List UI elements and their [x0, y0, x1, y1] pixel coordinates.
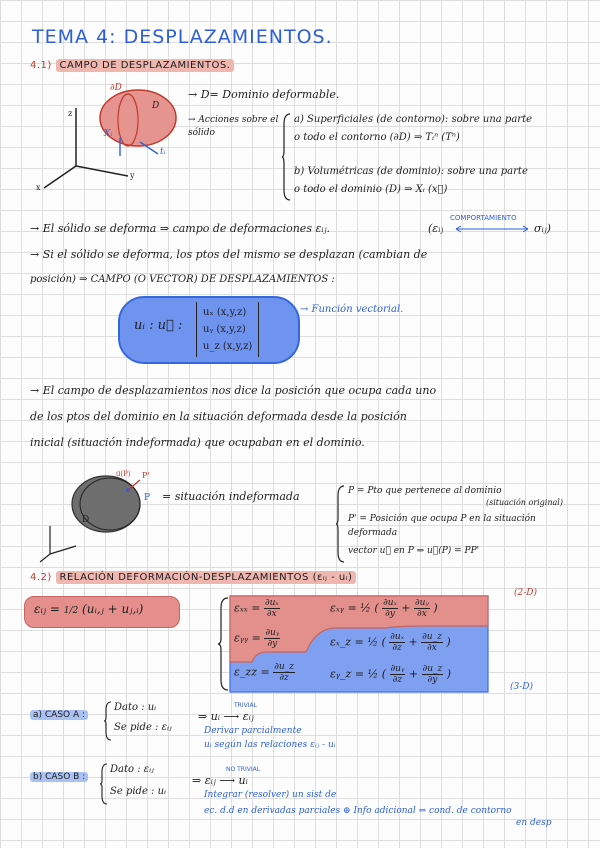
axis-h — [50, 546, 76, 554]
eyz-half: ½ ( — [367, 667, 387, 681]
case-a-pide: Se pide : εᵢⱼ — [114, 722, 172, 733]
case-b-note-3: en desp — [516, 818, 552, 828]
displacement-line-2: posición) ⇒ CAMPO (O VECTOR) DE DESPLAZAMIENTOS : — [30, 274, 335, 285]
y-axis — [76, 166, 128, 176]
paragraph-line-2: de los ptos del dominio en la situación deformada desde la posición — [30, 410, 407, 423]
actions-brace — [282, 112, 292, 202]
displacement-vector-matrix — [196, 302, 259, 357]
vector-field-lhs: uᵢ : u⃗ : — [134, 318, 183, 333]
eyy-num: ∂uᵧ — [265, 628, 280, 638]
exz-close: ) — [446, 635, 451, 649]
section-1-label: CAMPO DE DESPLAZAMIENTOS. — [56, 59, 235, 72]
exz-t2-den: ∂x — [427, 643, 437, 653]
label-D: D — [152, 101, 160, 111]
exz-label: εₓ_z = — [330, 635, 364, 649]
label-u: u⃗(P) — [116, 470, 131, 478]
case-b-label-text: b) CASO B : — [30, 772, 88, 782]
situation-p-line2: (situación original) — [486, 498, 563, 507]
section-1-heading — [30, 60, 234, 71]
exy-t1-den: ∂y — [385, 609, 395, 619]
case-a-result: ⇒ uᵢ ⟶ εᵢⱼ — [198, 710, 254, 723]
section-2-number: 4.2) — [30, 572, 52, 583]
case-b-brace — [100, 762, 108, 806]
exz-t1-den: ∂z — [392, 643, 402, 653]
situation-pp-line2: deformada — [348, 528, 398, 538]
domain-definition: → D= Dominio deformable. — [188, 88, 340, 101]
component-eyz — [330, 664, 451, 685]
component-exz — [330, 632, 451, 653]
exy-term1 — [382, 598, 398, 619]
case-a-label-text: a) CASO A : — [30, 710, 88, 720]
x-axis — [44, 166, 76, 188]
section-1-number: 4.1) — [30, 60, 52, 71]
relation-rhs: (uᵢ,ⱼ + uⱼ,ᵢ) — [82, 602, 144, 616]
exx-label: εₓₓ = — [234, 601, 261, 615]
exy-label: εₓᵧ = — [330, 601, 357, 615]
component-eyy — [234, 628, 280, 649]
displacement-line-1: → Si el sólido se deforma, los ptos del mismo se desplazan (cambian de — [30, 248, 428, 261]
exx-den: ∂x — [266, 609, 277, 619]
case-b-note-1: Integrar (resolver) un sist de — [204, 790, 337, 800]
case-b-label — [30, 772, 88, 782]
component-uz: u_z (x,y,z) — [203, 341, 253, 352]
deformation-line: → El sólido se deforma ⇒ campo de deformaciones εᵢⱼ. — [30, 222, 330, 235]
case-a-brace — [104, 700, 112, 742]
case-b-arrow-label: NO TRIVIAL — [226, 766, 261, 773]
case-b-note-2: ec. d.d en derivadas parciales ⊕ Info adicional ⇒ cond. de contorno — [204, 806, 512, 816]
situation-vector-line: vector u⃗ en P ⇒ u⃗(P) = PP' — [348, 546, 480, 556]
case-a-note-1: Derivar parcialmente — [204, 726, 302, 736]
case-a-note-2: uᵢ según las relaciones εᵢⱼ - uᵢ — [204, 740, 336, 750]
label-p: P — [144, 493, 151, 503]
label-D2: D — [82, 515, 90, 525]
component-exx — [234, 598, 280, 619]
case-a-label — [30, 710, 88, 720]
situation-brace — [336, 484, 346, 564]
ezz-num: ∂u_z — [274, 662, 294, 672]
exz-term1 — [389, 632, 405, 653]
deformation-diagram — [36, 464, 166, 564]
label-dD: ∂D — [110, 83, 122, 93]
paragraph-line-3: inicial (situación indeformada) que ocupaban en el dominio. — [30, 436, 365, 449]
exz-t1-num: ∂uₓ — [390, 632, 404, 642]
eyy-fraction — [264, 628, 280, 649]
eyz-t2-num: ∂u_z — [422, 664, 443, 674]
relation-half: 1/2 — [63, 606, 79, 616]
eyz-t1-num: ∂uᵧ — [390, 664, 405, 674]
tag-2d: (2-D) — [514, 588, 538, 598]
ezz-label: ε_zz = — [234, 665, 270, 679]
eyz-label: εᵧ_z = — [330, 667, 365, 681]
label-pp: P' — [142, 471, 150, 480]
paragraph-line-1: → El campo de desplazamientos nos dice la posición que ocupa cada uno — [30, 384, 437, 397]
eyz-term1 — [390, 664, 406, 685]
page-title: TEMA 4: DESPLAZAMIENTOS. — [32, 26, 333, 48]
exy-t2-num: ∂uᵧ — [415, 598, 429, 608]
actions-a-line1: a) Superficiales (de contorno): sobre una parte — [294, 114, 533, 125]
situation-p-line1: P = Pto que pertenece al dominio — [348, 486, 502, 496]
eyz-t2-den: ∂y — [427, 675, 438, 685]
vector-function-note: → Función vectorial. — [300, 304, 404, 315]
relation-equation — [34, 602, 143, 616]
exz-half: ½ ( — [367, 635, 386, 649]
eyz-t1-den: ∂z — [392, 675, 403, 685]
case-b-dato: Dato : εᵢⱼ — [110, 764, 154, 775]
eyz-close: ) — [446, 667, 452, 681]
label-ti: tᵢ — [160, 147, 166, 157]
label-y: y — [130, 171, 135, 180]
exz-term2 — [421, 632, 443, 653]
situation-pp-line1: P' = Posición que ocupa P en la situación — [348, 514, 536, 524]
case-a-arrow-label: TRIVIAL — [234, 702, 257, 709]
exy-t1-num: ∂uₓ — [383, 598, 397, 608]
relation-lhs: εᵢⱼ = — [34, 602, 60, 616]
exy-half: ½ ( — [360, 601, 379, 615]
actions-b-line2: o todo el dominio (D) ⇒ Xᵢ (x⃗) — [294, 184, 448, 195]
component-ux: uₓ (x,y,z) — [203, 307, 247, 318]
component-uy: uᵧ (x,y,z) — [203, 324, 246, 335]
case-b-result: ⇒ εᵢⱼ ⟶ uᵢ — [192, 774, 248, 787]
eyy-label: εᵧᵧ = — [234, 631, 261, 645]
actions-label: → Acciones sobre el sólido — [188, 115, 279, 138]
comportamiento-left: (εᵢⱼ — [428, 222, 444, 235]
comportamiento-label: COMPORTAMIENTO — [450, 214, 517, 222]
solid-domain-diagram — [28, 78, 188, 198]
actions-a-line2: o todo el contorno (∂D) ⇒ Tᵢⁿ (Tⁿ) — [294, 132, 460, 143]
comportamiento-arrow — [452, 224, 532, 234]
exx-fraction — [264, 598, 280, 619]
component-ezz — [234, 662, 295, 683]
component-exy — [330, 598, 438, 619]
exy-term2 — [414, 598, 430, 619]
section-2-label: RELACIÓN DEFORMACIÓN-DESPLAZAMIENTOS (εᵢⱼ - uᵢ) — [56, 571, 357, 584]
exz-t2-num: ∂u_z — [422, 632, 442, 642]
label-z: z — [68, 109, 73, 118]
situation-label: = situación indeformada — [162, 490, 300, 503]
section-2-heading — [30, 572, 356, 583]
case-a-dato: Dato : uᵢ — [114, 702, 157, 713]
exy-plus: + — [401, 601, 411, 615]
exy-t2-den: ∂x — [417, 609, 427, 619]
exx-num: ∂uₓ — [264, 598, 279, 608]
actions-b-line1: b) Volumétricas (de dominio): sobre una parte — [294, 166, 528, 177]
ezz-fraction — [273, 662, 295, 683]
label-xi: Xᵢ — [104, 129, 113, 139]
ezz-den: ∂z — [279, 673, 289, 683]
label-x: x — [36, 183, 41, 192]
exz-plus: + — [408, 635, 418, 649]
axis-d — [40, 554, 50, 562]
case-b-pide: Se pide : uᵢ — [110, 786, 167, 797]
exy-close: ) — [433, 601, 438, 615]
comportamiento-right: σᵢⱼ) — [534, 222, 551, 235]
eyz-term2 — [422, 664, 444, 685]
eyz-plus: + — [408, 667, 419, 681]
tag-3d: (3-D) — [510, 682, 534, 692]
eyy-den: ∂y — [267, 639, 278, 649]
